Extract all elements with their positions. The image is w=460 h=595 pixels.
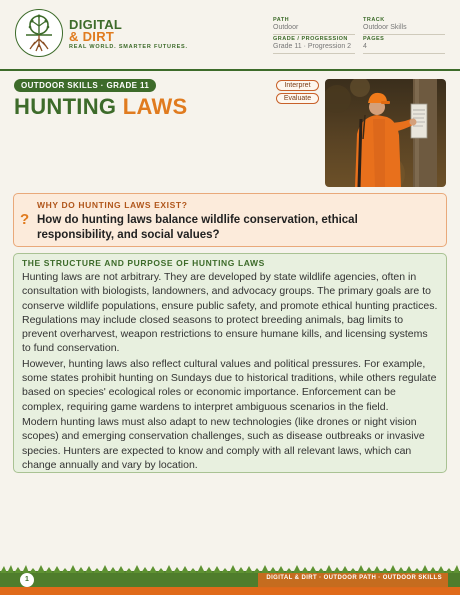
page-number-badge <box>20 573 34 587</box>
brand-name-line2: & DIRT <box>69 29 115 44</box>
meta-pages-value: 4 <box>363 43 445 54</box>
reading-section <box>13 253 447 473</box>
footer-text: DIGITAL & DIRT · OUTDOOR PATH · OUTDOOR SKILLS <box>266 575 442 581</box>
essential-question-box <box>13 193 447 247</box>
meta-path <box>273 17 355 35</box>
meta-track-value: Outdoor Skills <box>363 24 445 35</box>
paragraph-1: Hunting laws are not arbitrary. They are developed by state wildlife agencies, often in consultation with biologists, landowners, and advocacy groups. The primary goals are to conserve wildlife populations, ensure public safety, and promote ethical hunting practices. Regulations may include closed seasons to protect breeding animals, bag limits to prevent overharvest, weapon restrictions to ensure humane kills, and licensing systems to fund conservation. <box>22 271 438 355</box>
meta-grade <box>273 36 355 54</box>
meta-pages <box>363 36 445 54</box>
hunter-reading-sign-photo <box>325 79 446 187</box>
meta-track <box>363 17 445 35</box>
meta-path-value: Outdoor <box>273 24 355 35</box>
brand-tagline: REAL WORLD. SMARTER FUTURES. <box>69 44 188 50</box>
tree-logo-icon <box>17 11 61 55</box>
question-mark-icon: ? <box>20 211 30 228</box>
page-title-part1: HUNTING <box>14 94 117 119</box>
essential-question-label: WHY DO HUNTING LAWS EXIST? <box>37 200 188 210</box>
meta-path-label: PATH <box>273 17 290 23</box>
course-kicker-badge: OUTDOOR SKILLS · GRADE 11 <box>14 79 156 92</box>
page-number: 1 <box>25 576 29 583</box>
meta-grade-label: GRADE / PROGRESSION <box>273 36 348 42</box>
skill-tag-interpret: Interpret <box>276 80 319 91</box>
meta-grade-value: Grade 11 · Progression 2 <box>273 43 355 54</box>
page-title <box>14 94 188 120</box>
page-title-part2: LAWS <box>122 94 188 119</box>
section-heading: THE STRUCTURE AND PURPOSE OF HUNTING LAWS <box>22 258 265 268</box>
paragraph-2: However, hunting laws also reflect cultural values and political pressures. For example, some states prohibit hunting on Sundays due to historical traditions, while others regulate based on species' ecological roles or economic importance. Enforcement can be complex, requiring game wardens to interpret ambiguous scenarios in the field. <box>22 357 437 413</box>
page-header <box>0 0 460 70</box>
skill-tag-evaluate: Evaluate <box>276 93 319 104</box>
paragraph-3: Modern hunting laws must also adapt to new technologies (like drones or night vision scopes) and emerging conservation challenges, such as disease outbreaks or invasive species. Hunters are expected to know and comply with all relevant laws, which can change annually and vary by location. <box>22 415 425 471</box>
meta-pages-label: PAGES <box>363 36 385 42</box>
brand-logo <box>15 9 63 57</box>
brand-name-line1: DIGITAL <box>69 17 123 32</box>
meta-track-label: TRACK <box>363 17 385 23</box>
header-divider <box>0 69 460 71</box>
essential-question-text: How do hunting laws balance wildlife conservation, ethical responsibility, and social values? <box>37 214 358 241</box>
page-footer <box>0 565 460 595</box>
